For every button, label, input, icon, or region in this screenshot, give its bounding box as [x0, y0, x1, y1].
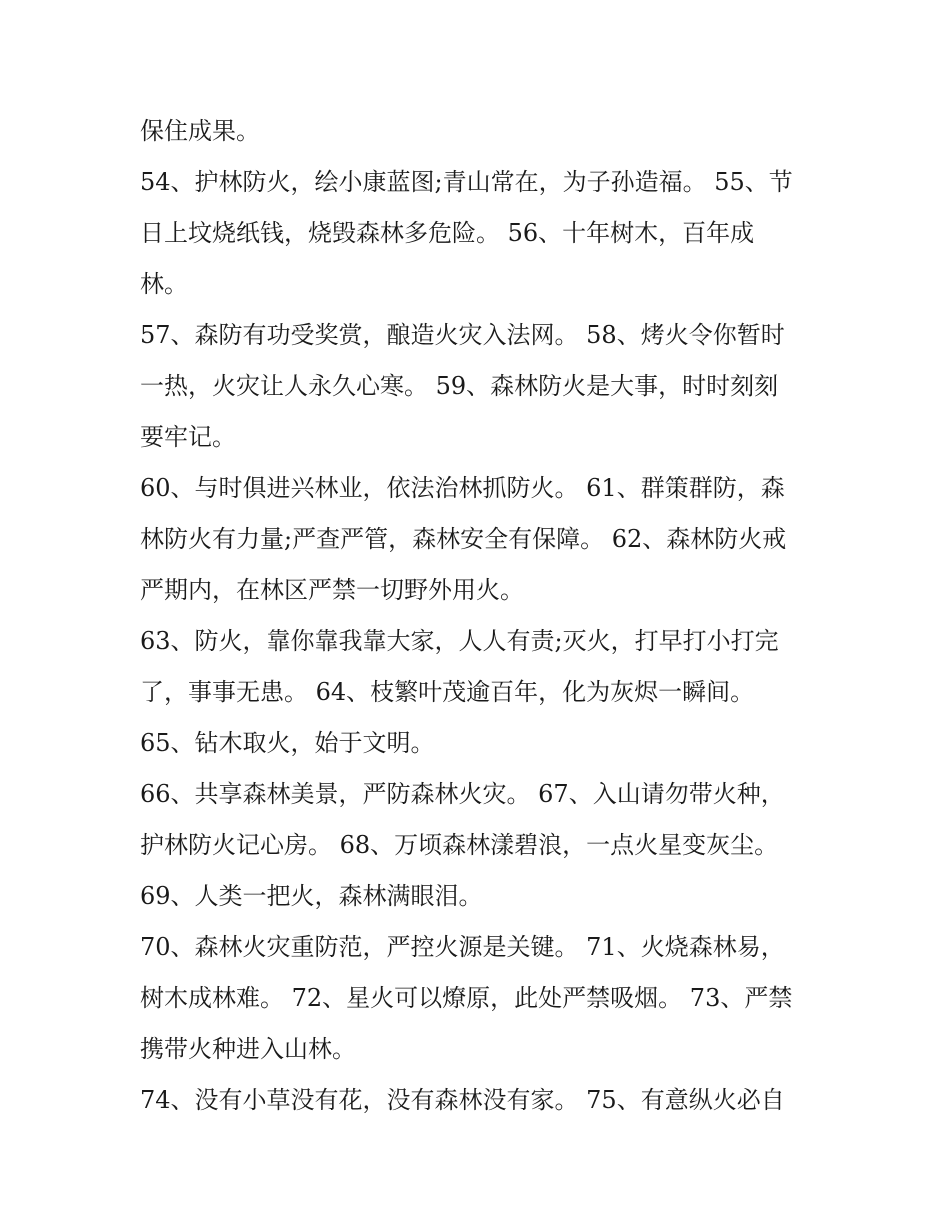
text-line: 57、森防有功受奖赏，酿造火灾入法网。 58、烤火令你暂时: [140, 321, 785, 349]
text-line: 54、护林防火，绘小康蓝图;青山常在，为子孙造福。 55、节: [140, 168, 793, 196]
text-line: 69、人类一把火，森林满眼泪。: [140, 882, 483, 910]
text-line: 65、钻木取火，始于文明。: [140, 729, 435, 757]
text-line: 日上坟烧纸钱，烧毁森林多危险。 56、十年树木，百年成: [140, 219, 755, 247]
text-line: 林。: [140, 270, 188, 298]
text-line: 携带火种进入山林。: [140, 1035, 356, 1063]
document-body: [140, 106, 820, 1126]
text-line: 了，事事无患。 64、枝繁叶茂逾百年，化为灰烬一瞬间。: [140, 678, 755, 706]
text-line: 林防火有力量;严查严管，森林安全有保障。 62、森林防火戒: [140, 525, 787, 553]
text-line: 树木成林难。 72、星火可以燎原，此处严禁吸烟。 73、严禁: [140, 984, 793, 1012]
text-line: 74、没有小草没有花，没有森林没有家。 75、有意纵火必自: [140, 1086, 785, 1114]
text-line: 护林防火记心房。 68、万顷森林漾碧浪，一点火星变灰尘。: [140, 831, 779, 859]
text-line: 要牢记。: [140, 423, 236, 451]
text-line: 70、森林火灾重防范，严控火源是关键。 71、火烧森林易，: [140, 933, 785, 961]
text-line: 63、防火，靠你靠我靠大家，人人有责;灭火，打早打小打完: [140, 627, 779, 655]
text-line: 一热，火灾让人永久心寒。 59、森林防火是大事，时时刻刻: [140, 372, 779, 400]
text-line: 60、与时俱进兴林业，依法治林抓防火。 61、群策群防，森: [140, 474, 785, 502]
text-line: 保住成果。: [140, 117, 260, 145]
text-line: 严期内，在林区严禁一切野外用火。: [140, 576, 524, 604]
text-line: 66、共享森林美景，严防森林火灾。 67、入山请勿带火种，: [140, 780, 785, 808]
